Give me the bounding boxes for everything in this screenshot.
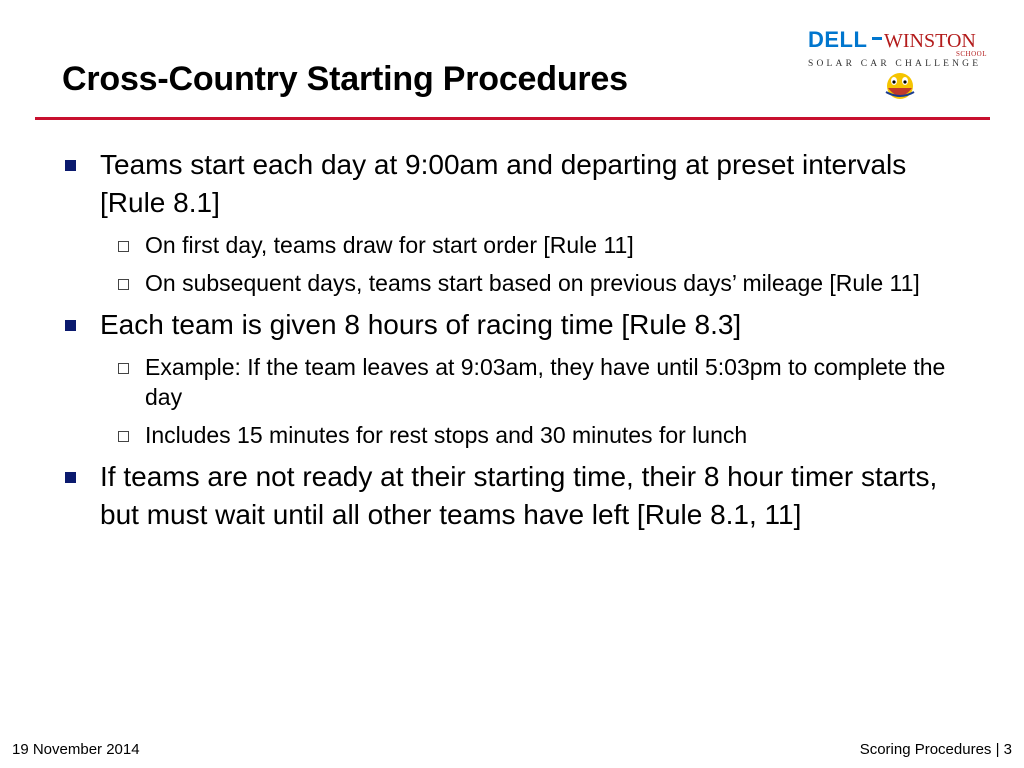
bullet-1-text: Teams start each day at 9:00am and departing at preset intervals [Rule 8.1] <box>100 149 907 218</box>
bullet-square-icon <box>65 472 76 483</box>
footer-date: 19 November 2014 <box>12 741 140 758</box>
hollow-square-icon <box>118 241 129 252</box>
sub-bullet-1-1 <box>62 230 972 260</box>
bullet-1 <box>62 146 972 222</box>
logo-dash <box>872 37 882 40</box>
bullet-3 <box>62 458 972 534</box>
sub-bullet-1-2-text: On subsequent days, teams start based on previous days’ mileage [Rule 11] <box>145 270 920 296</box>
tagline: SOLAR CAR CHALLENGE <box>808 59 982 69</box>
footer-section-page: Scoring Procedures | 3 <box>859 741 1012 758</box>
bullet-square-icon <box>65 160 76 171</box>
slide-body <box>62 146 972 542</box>
sub-bullet-2-1 <box>62 352 972 412</box>
sub-bullet-1-1-text: On first day, teams draw for start order [Rule 11] <box>145 232 634 258</box>
bullet-2-text: Each team is given 8 hours of racing time [Rule 8.3] <box>100 309 742 340</box>
winston-wordmark: WINSTON <box>884 30 976 52</box>
hollow-square-icon <box>118 431 129 442</box>
bullet-square-icon <box>65 320 76 331</box>
hollow-square-icon <box>118 279 129 290</box>
sub-bullet-2-2-text: Includes 15 minutes for rest stops and 30 minutes for lunch <box>145 422 748 448</box>
bullet-3-text: If teams are not ready at their starting time, their 8 hour timer starts, but must wait until all other teams have left [Rule 8.1, 11] <box>100 461 938 530</box>
sun-mascot-icon <box>886 73 914 99</box>
school-label: SCHOOL <box>956 50 988 58</box>
sub-bullet-2-2 <box>62 420 972 450</box>
title-divider <box>35 117 990 120</box>
sub-bullet-1-2 <box>62 268 972 298</box>
hollow-square-icon <box>118 363 129 374</box>
sub-bullet-2-1-text: Example: If the team leaves at 9:03am, they have until 5:03pm to complete the day <box>145 354 946 410</box>
dell-winston-solar-car-challenge-logo <box>804 22 994 106</box>
dell-wordmark: DELL <box>808 27 868 52</box>
bullet-2 <box>62 306 972 344</box>
slide-title: Cross-Country Starting Procedures <box>62 60 628 98</box>
